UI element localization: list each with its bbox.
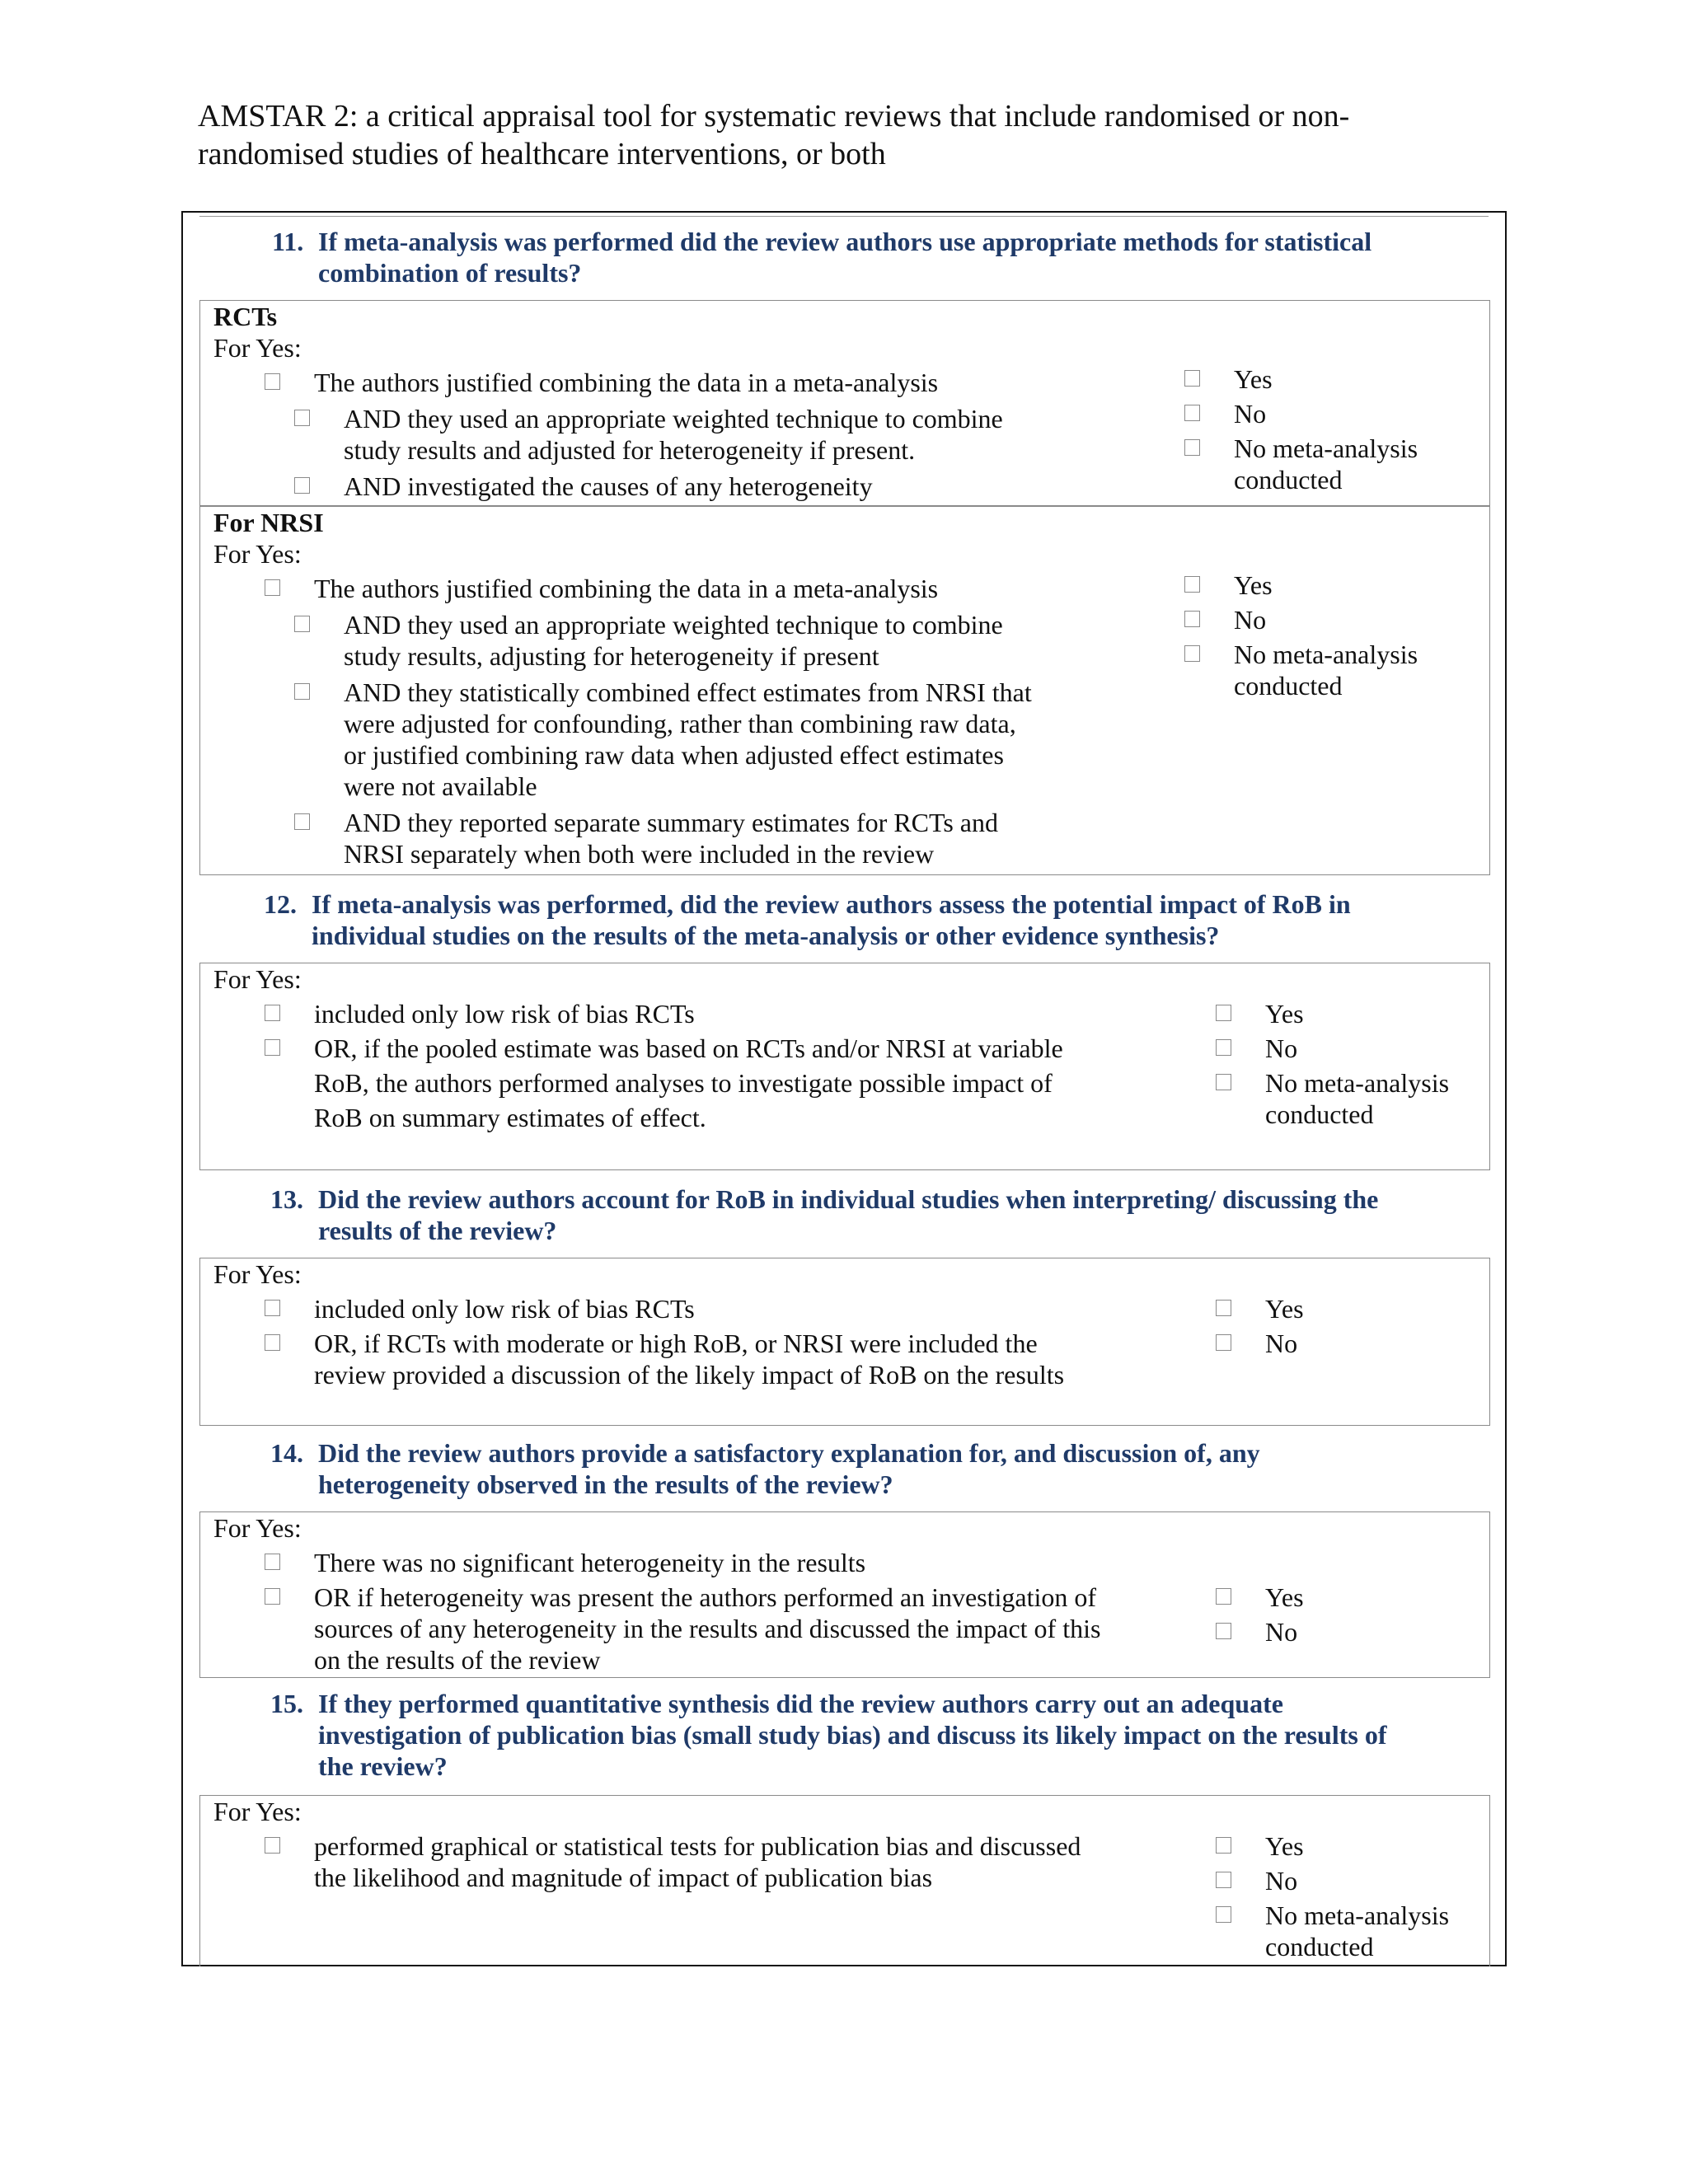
q11-nrsi-criterion-3-line-3: or justified combining raw data when adjusted effect estimates <box>344 740 1004 770</box>
q12-number: 12. <box>264 889 297 919</box>
q11-rcts-criterion-2-line-2: study results and adjusted for heterogeneity if present. <box>344 435 916 465</box>
q12-text-line-1: If meta-analysis was performed, did the review authors assess the potential impact of RoB in <box>312 889 1351 919</box>
q14-text-line-1: Did the review authors provide a satisfactory explanation for, and discussion of, any <box>318 1438 1260 1468</box>
q15-no-meta-analysis-checkbox[interactable] <box>1216 1906 1231 1923</box>
q15-yes-checkbox[interactable] <box>1216 1837 1231 1854</box>
q11-nrsi-no-meta-analysis-line-1: No meta-analysis <box>1234 640 1418 669</box>
q15-heading <box>270 1688 1475 1782</box>
q14-heading <box>270 1437 1475 1500</box>
q14-yes-checkbox[interactable] <box>1216 1588 1231 1605</box>
q11-text-line-1: If meta-analysis was performed did the review authors use appropriate methods for statistical <box>318 227 1372 256</box>
q11-rcts-criterion-2-checkbox[interactable] <box>294 410 310 426</box>
q12-box <box>199 963 1490 1170</box>
q11-nrsi-for-yes: For Yes: <box>213 539 302 569</box>
q11-rcts-label: RCTs <box>213 302 278 331</box>
q14-for-yes: For Yes: <box>213 1513 302 1543</box>
q11-nrsi-no-meta-analysis-line-2: conducted <box>1234 671 1343 701</box>
q13-yes-checkbox[interactable] <box>1216 1300 1231 1316</box>
q13-yes-label: Yes <box>1265 1294 1304 1324</box>
q15-no-meta-analysis-line-1: No meta-analysis <box>1265 1900 1450 1930</box>
q11-nrsi-criterion-1: The authors justified combining the data in a meta-analysis <box>314 574 939 603</box>
q14-criterion-2-line-2: sources of any heterogeneity in the results and discussed the impact of this <box>314 1614 1101 1643</box>
q13-for-yes: For Yes: <box>213 1259 302 1289</box>
q11-rcts-for-yes: For Yes: <box>213 333 302 363</box>
q15-for-yes: For Yes: <box>213 1797 302 1826</box>
q11-rcts-criterion-2-line-1: AND they used an appropriate weighted technique to combine <box>344 404 1003 434</box>
q11-text-line-2: combination of results? <box>318 258 582 288</box>
q14-no-checkbox[interactable] <box>1216 1623 1231 1639</box>
q12-criterion-2-checkbox[interactable] <box>265 1039 280 1056</box>
q13-criterion-1: included only low risk of bias RCTs <box>314 1294 695 1324</box>
q12-no-label: No <box>1265 1033 1298 1063</box>
q11-rcts-no-meta-analysis-checkbox[interactable] <box>1184 439 1200 456</box>
q12-criterion-1-checkbox[interactable] <box>265 1005 280 1021</box>
q11-rcts-criterion-3: AND investigated the causes of any heterogeneity <box>344 471 873 501</box>
q13-number: 13. <box>270 1184 303 1214</box>
q11-nrsi-label: For NRSI <box>213 508 324 537</box>
frame-top-rule <box>199 216 1489 217</box>
q11-nrsi-yes-label: Yes <box>1234 570 1273 600</box>
q11-nrsi-no-label: No <box>1234 605 1267 635</box>
q12-no-checkbox[interactable] <box>1216 1039 1231 1056</box>
q11-number: 11. <box>272 227 304 256</box>
q11-rcts-criterion-3-checkbox[interactable] <box>294 477 310 494</box>
q15-text-line-3: the review? <box>318 1751 448 1781</box>
q11-nrsi-criterion-3-line-2: were adjusted for confounding, rather than combining raw data, <box>344 709 1016 738</box>
q15-criterion-1-line-2: the likelihood and magnitude of impact of publication bias <box>314 1863 933 1892</box>
q11-rcts-criterion-1-checkbox[interactable] <box>265 373 280 390</box>
q13-text-line-2: results of the review? <box>318 1216 557 1245</box>
q11-nrsi-criterion-2-checkbox[interactable] <box>294 616 310 632</box>
q15-no-checkbox[interactable] <box>1216 1872 1231 1888</box>
q12-no-meta-analysis-line-2: conducted <box>1265 1099 1374 1129</box>
q12-no-meta-analysis-line-1: No meta-analysis <box>1265 1068 1450 1098</box>
q11-nrsi-no-meta-analysis-checkbox[interactable] <box>1184 645 1200 662</box>
q15-text-line-1: If they performed quantitative synthesis did the review authors carry out an adequate <box>318 1689 1283 1718</box>
q11-nrsi-box <box>199 506 1490 875</box>
q11-nrsi-no-checkbox[interactable] <box>1184 611 1200 627</box>
q13-criterion-2-line-1: OR, if RCTs with moderate or high RoB, or NRSI were included the <box>314 1329 1038 1358</box>
q14-criterion-1-checkbox[interactable] <box>265 1554 280 1570</box>
q15-criterion-1-line-1: performed graphical or statistical tests for publication bias and discussed <box>314 1831 1081 1861</box>
q12-criterion-2-line-1: OR, if the pooled estimate was based on RCTs and/or NRSI at variable <box>314 1033 1063 1063</box>
q11-rcts-criterion-1: The authors justified combining the data in a meta-analysis <box>314 368 939 397</box>
q12-for-yes: For Yes: <box>213 964 302 994</box>
q13-text-line-1: Did the review authors account for RoB in individual studies when interpreting/ discussing the <box>318 1184 1379 1214</box>
q12-criterion-2-line-2: RoB, the authors performed analyses to investigate possible impact of <box>314 1068 1053 1098</box>
document-title-line-2: randomised studies of healthcare interventions, or both <box>198 137 886 171</box>
q12-criterion-2-line-3: RoB on summary estimates of effect. <box>314 1103 706 1132</box>
q11-nrsi-criterion-4-line-2: NRSI separately when both were included in the review <box>344 839 935 869</box>
q11-nrsi-criterion-3-line-1: AND they statistically combined effect estimates from NRSI that <box>344 677 1032 707</box>
q13-no-checkbox[interactable] <box>1216 1334 1231 1351</box>
q13-criterion-2-checkbox[interactable] <box>265 1334 280 1351</box>
q15-yes-label: Yes <box>1265 1831 1304 1861</box>
q12-yes-checkbox[interactable] <box>1216 1005 1231 1021</box>
q14-yes-label: Yes <box>1265 1582 1304 1612</box>
q15-criterion-1-checkbox[interactable] <box>265 1837 280 1854</box>
q15-number: 15. <box>270 1689 303 1718</box>
q11-nrsi-criterion-3-line-4: were not available <box>344 771 537 801</box>
q11-nrsi-criterion-4-line-1: AND they reported separate summary estimates for RCTs and <box>344 808 998 837</box>
q11-rcts-yes-label: Yes <box>1234 364 1273 394</box>
q12-yes-label: Yes <box>1265 999 1304 1029</box>
q11-rcts-no-label: No <box>1234 399 1267 429</box>
q11-nrsi-criterion-3-checkbox[interactable] <box>294 683 310 700</box>
q11-rcts-no-meta-analysis-line-1: No meta-analysis <box>1234 434 1418 463</box>
q15-box <box>199 1795 1490 1966</box>
q11-nrsi-criterion-4-checkbox[interactable] <box>294 813 310 830</box>
q14-criterion-2-checkbox[interactable] <box>265 1588 280 1605</box>
appraisal-form-frame <box>181 211 1507 1966</box>
q12-criterion-1: included only low risk of bias RCTs <box>314 999 695 1029</box>
q14-number: 14. <box>270 1438 303 1468</box>
q14-criterion-2-line-3: on the results of the review <box>314 1645 601 1675</box>
q11-rcts-box <box>199 300 1490 506</box>
q11-heading <box>272 226 1475 288</box>
q11-nrsi-criterion-2-line-1: AND they used an appropriate weighted technique to combine <box>344 610 1003 640</box>
q12-heading <box>264 888 1475 951</box>
q11-rcts-no-meta-analysis-line-2: conducted <box>1234 465 1343 494</box>
q15-text-line-2: investigation of publication bias (small study bias) and discuss its likely impact on the results of <box>318 1720 1387 1750</box>
q13-box <box>199 1258 1490 1426</box>
q11-nrsi-criterion-1-checkbox[interactable] <box>265 579 280 596</box>
q14-criterion-2-line-1: OR if heterogeneity was present the authors performed an investigation of <box>314 1582 1097 1612</box>
q13-criterion-1-checkbox[interactable] <box>265 1300 280 1316</box>
q13-criterion-2-line-2: review provided a discussion of the likely impact of RoB on the results <box>314 1360 1065 1390</box>
document-title <box>198 97 1484 173</box>
q15-no-meta-analysis-line-2: conducted <box>1265 1932 1374 1961</box>
document-title-line-1: AMSTAR 2: a critical appraisal tool for systematic reviews that include randomised or non- <box>198 99 1350 134</box>
q11-rcts-yes-checkbox[interactable] <box>1184 370 1200 387</box>
q12-text-line-2: individual studies on the results of the meta-analysis or other evidence synthesis? <box>312 921 1220 950</box>
q11-nrsi-yes-checkbox[interactable] <box>1184 576 1200 593</box>
q13-heading <box>270 1183 1475 1246</box>
q13-no-label: No <box>1265 1329 1298 1358</box>
q14-text-line-2: heterogeneity observed in the results of the review? <box>318 1469 893 1499</box>
q12-no-meta-analysis-checkbox[interactable] <box>1216 1074 1231 1090</box>
q14-box <box>199 1511 1490 1678</box>
q15-no-label: No <box>1265 1866 1298 1896</box>
q14-no-label: No <box>1265 1617 1298 1647</box>
q11-nrsi-criterion-2-line-2: study results, adjusting for heterogeneity if present <box>344 641 879 671</box>
q14-criterion-1: There was no significant heterogeneity in the results <box>314 1548 866 1577</box>
q11-rcts-no-checkbox[interactable] <box>1184 405 1200 421</box>
